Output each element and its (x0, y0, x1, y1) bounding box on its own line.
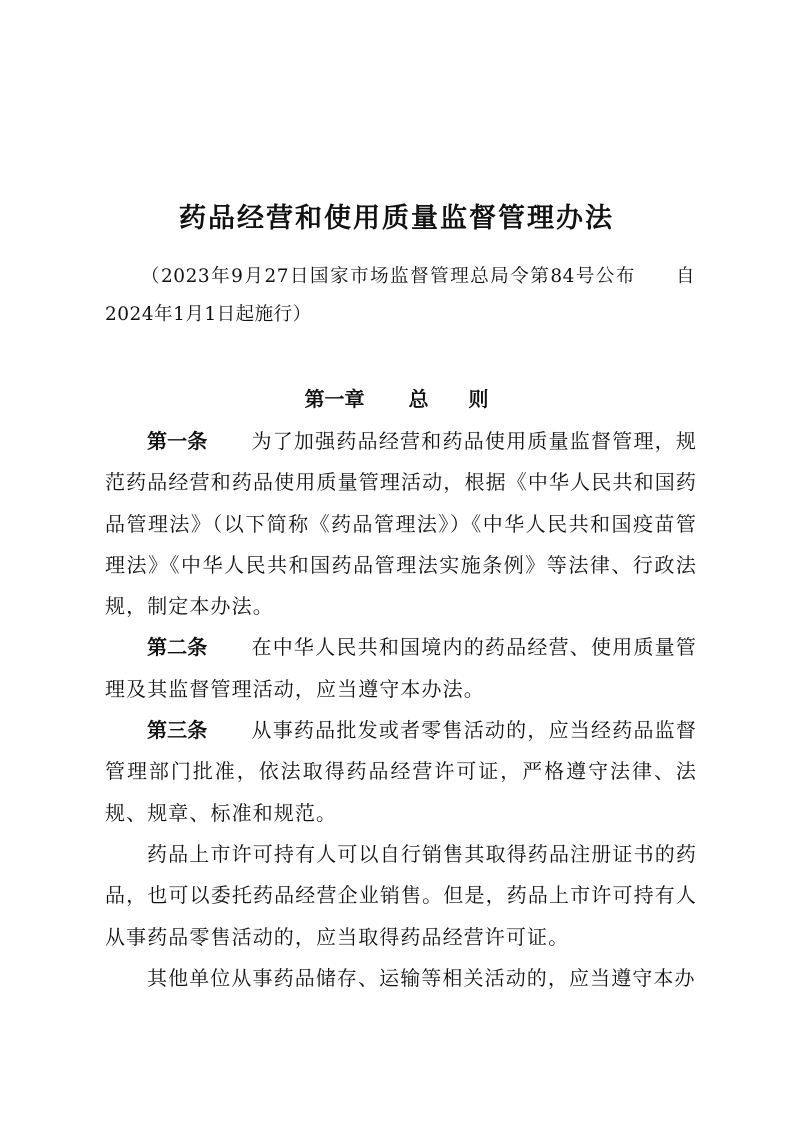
article-text: 为了加强药品经营和药品使用质量监督管理，规范药品经营和药品使用质量管理活动，根据《中华人民共和国药品管理法》（以下简称《药品管理法》）《中华人民共和国疫苗管理法》《中华人民共和国药品管理法实施条例》等法律、行政法规，制定本办法。 (105, 429, 698, 619)
article-number: 第一条 (147, 429, 208, 453)
article-1 (105, 421, 697, 627)
article-number: 第二条 (147, 635, 208, 660)
paragraph: 药品上市许可持有人可以自行销售其取得药品注册证书的药品，也可以委托药品经营企业销售。但是，药品上市许可持有人从事药品零售活动的，应当取得药品经营许可证。 (105, 841, 697, 949)
chapter-heading (0, 383, 793, 412)
document-body (105, 421, 697, 999)
promulgation-note: （2023年9月27日国家市场监督管理总局令第84号公布 自2024年1月1日起施行） (105, 266, 695, 325)
article-3 (105, 710, 697, 834)
article-number: 第三条 (147, 718, 208, 743)
paragraph: 其他单位从事药品储存、运输等相关活动的，应当遵守本办 (147, 965, 696, 990)
chapter-label: 第一章 (304, 387, 365, 411)
article-text: 从事药品批发或者零售活动的，应当经药品监督管理部门批准，依法取得药品经营许可证，严格遵守法律、法规、规章、标准和规范。 (105, 718, 698, 825)
chapter-name: 总 则 (408, 387, 489, 411)
document-title: 药品经营和使用质量监督管理办法 (179, 203, 614, 234)
article-2 (105, 627, 697, 710)
article-text: 在中华人民共和国境内的药品经营、使用质量管理及其监督管理活动，应当遵守本办法。 (105, 635, 698, 701)
